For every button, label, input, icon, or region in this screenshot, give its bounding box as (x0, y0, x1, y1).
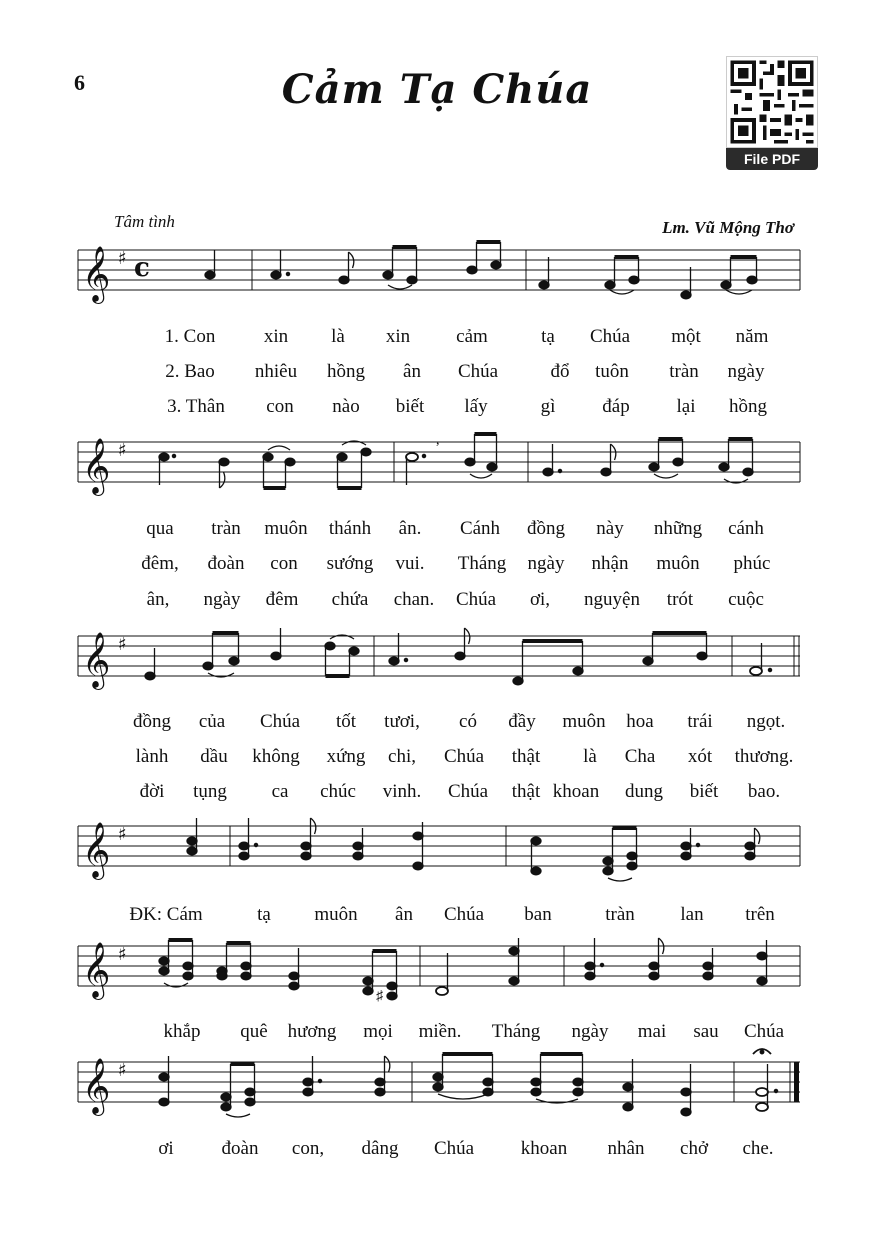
lyric-syllable: nhận (591, 553, 629, 574)
lyric-syllable: xót (687, 746, 713, 767)
sharp-key-icon: ♯ (118, 824, 127, 845)
lyric-syllable: trên (745, 904, 775, 925)
lyric-syllable: xin (263, 326, 289, 347)
lyric-syllable: hương (287, 1021, 337, 1042)
lyric-syllable: Cha (624, 746, 656, 767)
lyric-syllable: sướng (326, 553, 374, 574)
lyric-syllable: khắp (163, 1021, 201, 1042)
tempo-marking: Tâm tình (114, 212, 175, 231)
music-staff-5 (78, 934, 800, 1004)
lyric-syllable: năm (735, 326, 769, 347)
lyric-syllable: Chúa (455, 589, 497, 610)
lyric-syllable: đồng (133, 711, 171, 732)
lyric-syllable: lấy (464, 396, 488, 417)
lyric-syllable: chúc (320, 781, 356, 802)
lyric-syllable: khoan (552, 781, 600, 802)
lyric-syllable: thánh (328, 518, 372, 539)
page-number: 6 (74, 70, 85, 95)
lyric-syllable: đoàn (207, 553, 245, 574)
lyric-syllable: ngày (527, 553, 565, 574)
sharp-key-icon: ♯ (118, 944, 127, 965)
lyric-syllable: đời (139, 781, 165, 802)
music-staff-2 (78, 430, 800, 494)
lyric-syllable: tuôn (595, 361, 629, 382)
lyric-syllable: ân, (146, 589, 170, 610)
lyric-syllable: ân. (398, 518, 422, 539)
lyric-syllable: mọi (363, 1021, 393, 1042)
lyric-syllable: trái (687, 711, 713, 732)
sharp-key-icon: ♯ (118, 440, 127, 461)
lyric-syllable: dung (625, 781, 663, 802)
lyric-syllable: con (270, 553, 298, 574)
lyric-syllable: quê (240, 1021, 268, 1042)
lyric-syllable: vinh. (382, 781, 422, 802)
lyric-syllable: con (266, 396, 294, 417)
lyric-syllable: Chúa (589, 326, 631, 347)
lyric-syllable: nguyện (584, 589, 640, 610)
lyric-syllable: tươi, (384, 711, 420, 732)
lyric-syllable: trót (666, 589, 694, 610)
lyric-syllable: nhiêu (254, 361, 298, 382)
lyric-syllable: biết (395, 396, 425, 417)
music-staff-3 (78, 624, 800, 688)
lyric-syllable: đổ (550, 361, 570, 382)
lyric-syllable: thật (511, 746, 541, 767)
lyric-syllable: ĐK: Cám (129, 904, 203, 925)
lyric-syllable: mai (637, 1021, 667, 1042)
lyric-syllable: chứa (331, 589, 369, 610)
lyric-syllable: nhân (607, 1138, 645, 1159)
lyric-syllable: biết (689, 781, 719, 802)
music-staff-6 (78, 1050, 800, 1114)
lyric-syllable: Chúa (259, 711, 301, 732)
lyric-syllable: Chúa (743, 1021, 785, 1042)
song-title: Cảm Tạ Chúa (281, 66, 593, 113)
lyric-syllable: đồng (527, 518, 565, 539)
lyric-syllable: con, (291, 1138, 325, 1159)
lyric-syllable: muôn (264, 518, 308, 539)
lyric-syllable: dầu (200, 746, 228, 767)
lyric-syllable: Chúa (457, 361, 499, 382)
file-pdf-label: File PDF (726, 148, 818, 170)
lyric-syllable: đêm, (141, 553, 179, 574)
lyric-syllable: 3. Thân (167, 396, 225, 417)
lyric-syllable: ngày (203, 589, 241, 610)
lyric-syllable: tràn (211, 518, 241, 539)
lyric-syllable: 1. Con (164, 326, 216, 347)
lyric-syllable: qua (146, 518, 174, 539)
svg-text:,: , (436, 433, 440, 448)
lyric-syllable: có (459, 711, 477, 732)
treble-clef-icon: 𝄞 (82, 246, 111, 302)
qr-code-icon (726, 56, 818, 148)
lyric-syllable: cánh (728, 518, 764, 539)
lyric-syllable: là (583, 746, 597, 767)
lyric-syllable: đáp (602, 396, 630, 417)
lyric-syllable: tràn (605, 904, 635, 925)
lyric-syllable: tốt (335, 711, 357, 732)
treble-clef-icon: 𝄞 (82, 942, 111, 998)
lyric-syllable: bao. (747, 781, 781, 802)
lyric-syllable: ban (524, 904, 552, 925)
lyric-syllable: xứng (326, 746, 366, 767)
lyric-syllable: ơi, (529, 589, 551, 610)
lyric-syllable: gì (540, 396, 556, 417)
lyric-syllable: lành (135, 746, 169, 767)
sharp-key-icon: ♯ (118, 1060, 127, 1081)
lyric-syllable: lại (676, 396, 696, 417)
lyric-syllable: những (653, 518, 703, 539)
lyric-syllable: 2. Bao (165, 361, 215, 382)
sharp-key-icon: ♯ (118, 248, 127, 269)
lyric-syllable: chi, (388, 746, 416, 767)
lyric-syllable: ngày (571, 1021, 609, 1042)
lyric-syllable: nào (332, 396, 360, 417)
lyric-syllable: tạ (257, 904, 271, 925)
lyric-syllable: Chúa (443, 904, 485, 925)
treble-clef-icon: 𝄞 (82, 438, 111, 494)
lyric-syllable: Tháng (457, 553, 507, 574)
lyric-syllable: Tháng (491, 1021, 541, 1042)
treble-clef-icon: 𝄞 (82, 822, 111, 878)
qr-code-block[interactable] (726, 56, 818, 170)
lyric-syllable: sau (693, 1021, 719, 1042)
composer-credit: Lm. Vũ Mộng Thơ (662, 218, 794, 237)
lyric-syllable: của (198, 711, 226, 732)
lyric-syllable: thương. (734, 746, 794, 767)
lyric-syllable: muôn (656, 553, 700, 574)
lyric-syllable: phúc (733, 553, 771, 574)
music-staff-1 (78, 238, 800, 302)
lyric-syllable: Chúa (443, 746, 485, 767)
lyric-syllable: miền. (418, 1021, 462, 1042)
lyric-syllable: hồng (729, 396, 767, 417)
lyric-syllable: vui. (395, 553, 425, 574)
lyric-syllable: muôn (314, 904, 358, 925)
lyric-syllable: thật (511, 781, 541, 802)
lyric-syllable: tràn (669, 361, 699, 382)
treble-clef-icon: 𝄞 (82, 1058, 111, 1114)
lyric-syllable: này (596, 518, 624, 539)
svg-text:♯: ♯ (376, 989, 383, 1004)
lyric-syllable: Cánh (459, 518, 501, 539)
lyric-syllable: tạ (541, 326, 555, 347)
lyric-syllable: cảm (456, 326, 488, 347)
music-staff-4 (78, 814, 800, 878)
lyric-syllable: là (331, 326, 345, 347)
lyric-syllable: Chúa (447, 781, 489, 802)
lyric-syllable: ân (403, 361, 421, 382)
time-signature-text: c (134, 253, 150, 283)
lyric-syllable: lan (680, 904, 704, 925)
lyric-syllable: cuộc (728, 589, 764, 610)
lyric-syllable: muôn (562, 711, 606, 732)
lyric-syllable: ơi (158, 1138, 174, 1159)
lyric-syllable: tụng (193, 781, 227, 802)
lyric-syllable: Chúa (433, 1138, 475, 1159)
lyric-syllable: ngọt. (746, 711, 786, 732)
lyric-syllable: hồng (327, 361, 365, 382)
lyric-syllable: khoan (520, 1138, 568, 1159)
lyric-syllable: hoa (626, 711, 654, 732)
lyric-syllable: đoàn (221, 1138, 259, 1159)
lyric-syllable: ca (271, 781, 289, 802)
lyric-syllable: một (671, 326, 701, 347)
lyric-syllable: ân (395, 904, 413, 925)
lyric-syllable: ngày (727, 361, 765, 382)
lyric-syllable: chở (680, 1138, 708, 1159)
lyric-syllable: dâng (361, 1138, 399, 1159)
sharp-key-icon: ♯ (118, 634, 127, 655)
lyric-syllable: không (252, 746, 300, 767)
lyric-syllable: đầy (508, 711, 536, 732)
lyric-syllable: đêm (265, 589, 299, 610)
lyric-syllable: xin (385, 326, 411, 347)
treble-clef-icon: 𝄞 (82, 632, 111, 688)
lyric-syllable: chan. (393, 589, 435, 610)
lyric-syllable: che. (742, 1138, 774, 1159)
